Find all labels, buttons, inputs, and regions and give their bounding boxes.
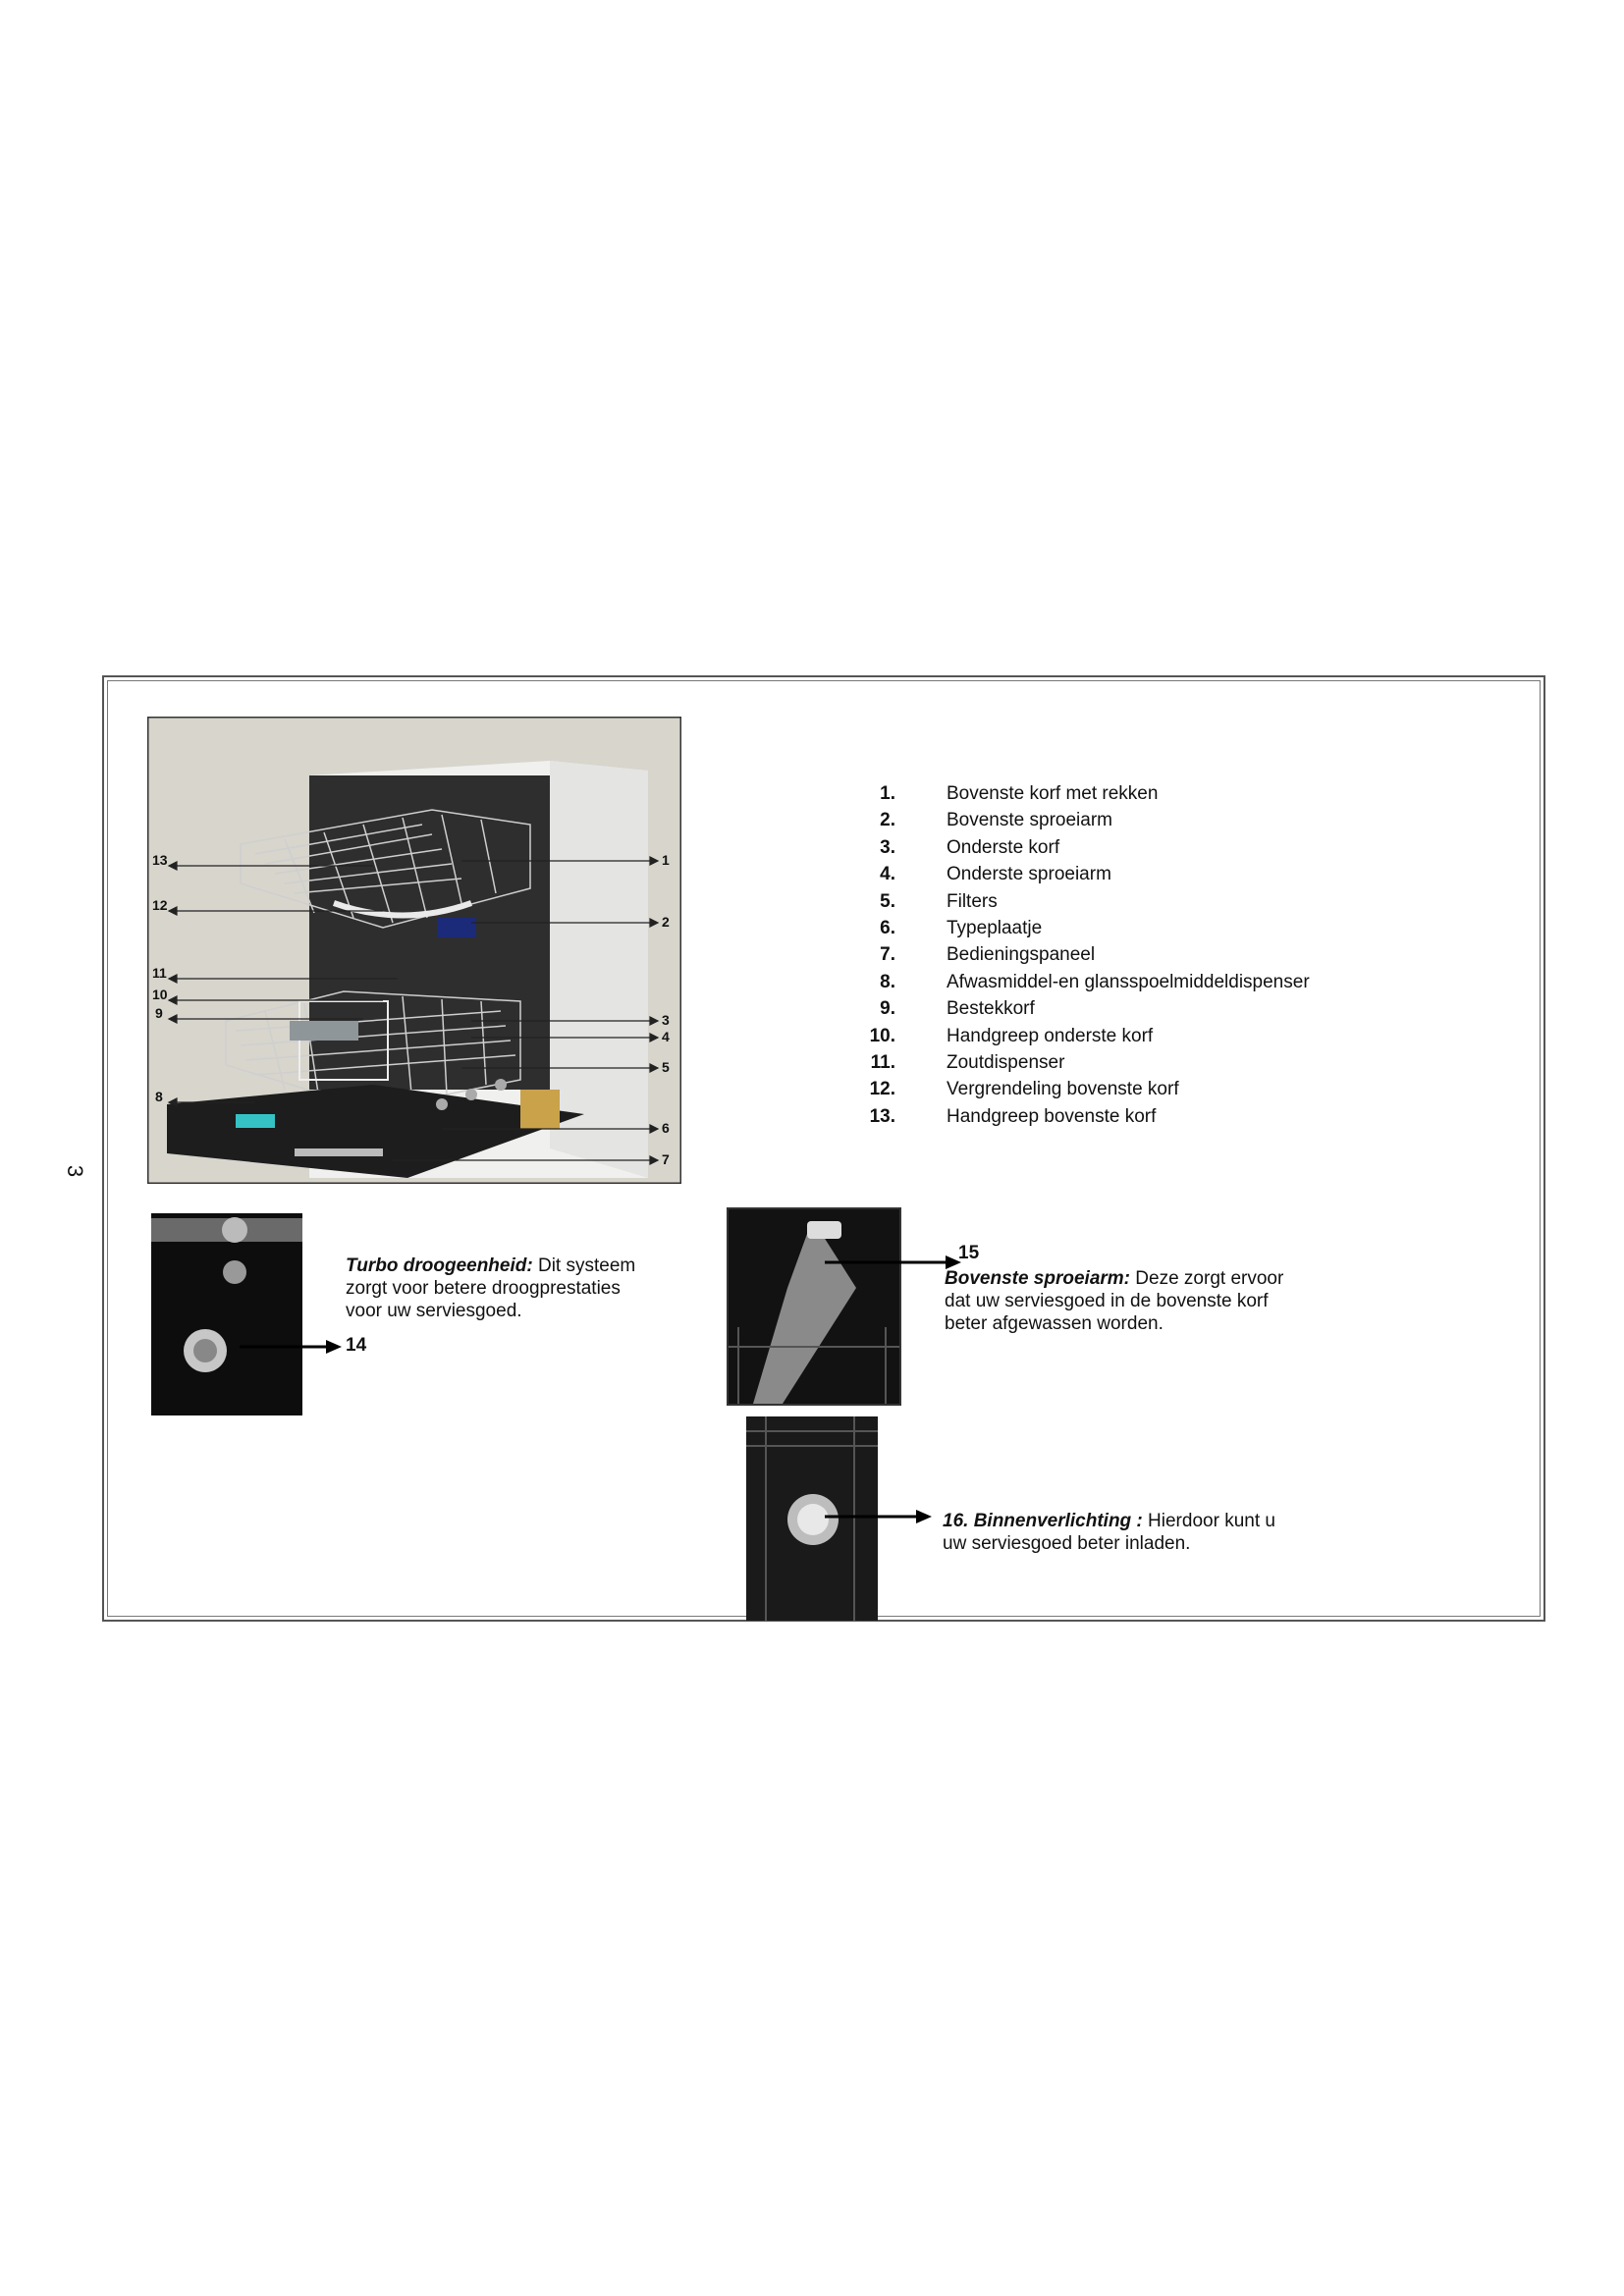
legend-text: Bovenste sproeiarm: [947, 810, 1112, 831]
legend-row: [844, 918, 1394, 944]
legend-row: [844, 891, 1394, 918]
callout-10: 10: [152, 987, 168, 1002]
arrow-14-icon: [240, 1337, 343, 1357]
legend-number: 10.: [869, 1025, 895, 1046]
light-title: 16. Binnenverlichting :: [943, 1511, 1143, 1531]
legend-number: 9.: [880, 998, 895, 1020]
legend-number: 5.: [880, 890, 895, 912]
callout-arrows: [147, 717, 681, 1184]
turbo-line2: zorgt voor betere droogprestaties: [346, 1278, 621, 1299]
callout-3: 3: [662, 1012, 670, 1028]
legend-text: Onderste korf: [947, 836, 1060, 858]
legend-row: [844, 972, 1394, 998]
spray-title: Bovenste sproeiarm:: [945, 1268, 1131, 1289]
turbo-dryer-photo: [151, 1213, 302, 1415]
legend-text: Typeplaatje: [947, 917, 1043, 938]
callout-11: 11: [152, 965, 167, 981]
page-number: 3: [63, 1164, 88, 1178]
legend-number: 3.: [880, 836, 895, 858]
callout-6: 6: [662, 1120, 670, 1136]
legend-text: Bestekkorf: [947, 998, 1035, 1020]
spray-line1: Deze zorgt ervoor: [1130, 1268, 1284, 1289]
arrow-16-icon: [825, 1507, 933, 1526]
legend-text: Afwasmiddel-en glansspoelmiddeldispenser: [947, 971, 1310, 992]
light-line2: uw serviesgoed beter inladen.: [943, 1533, 1191, 1554]
legend-text: Vergrendeling bovenste korf: [947, 1079, 1179, 1100]
legend-text: Onderste sproeiarm: [947, 864, 1111, 885]
light-line1: Hierdoor kunt u: [1142, 1511, 1275, 1531]
legend-row: [844, 998, 1394, 1025]
light-caption: [943, 1510, 1384, 1555]
callout-12: 12: [152, 897, 168, 913]
callout-2: 2: [662, 914, 670, 930]
legend-row: [844, 944, 1394, 971]
callout-13: 13: [152, 852, 168, 868]
callout-5: 5: [662, 1059, 670, 1075]
legend-number: 12.: [869, 1079, 895, 1100]
legend-number: 11.: [870, 1051, 895, 1073]
label-14: 14: [346, 1335, 367, 1356]
legend-row: [844, 810, 1394, 836]
callout-4: 4: [662, 1029, 670, 1044]
legend-number: 7.: [880, 944, 895, 966]
spray-line2: dat uw serviesgoed in de bovenste korf: [945, 1291, 1269, 1311]
legend-text: Filters: [947, 890, 998, 912]
legend-text: Zoutdispenser: [947, 1051, 1065, 1073]
legend-row: [844, 783, 1394, 810]
legend-text: Bovenste korf met rekken: [947, 783, 1159, 804]
legend-number: 6.: [880, 917, 895, 938]
spray-line3: beter afgewassen worden.: [945, 1313, 1164, 1334]
legend-number: 13.: [869, 1105, 895, 1127]
legend-row: [844, 1106, 1394, 1133]
callout-8: 8: [155, 1089, 163, 1104]
legend-text: Handgreep bovenste korf: [947, 1105, 1157, 1127]
legend-text: Bedieningspaneel: [947, 944, 1096, 966]
legend-number: 2.: [880, 810, 895, 831]
callout-9: 9: [155, 1005, 163, 1021]
arrow-15-icon: [825, 1253, 962, 1272]
turbo-title: Turbo droogeenheid:: [346, 1255, 533, 1276]
legend-number: 8.: [880, 971, 895, 992]
legend-row: [844, 1052, 1394, 1079]
dishwasher-diagram: [147, 717, 681, 1184]
legend-number: 1.: [880, 783, 895, 804]
legend-row: [844, 864, 1394, 890]
legend-row: [844, 1026, 1394, 1052]
parts-legend: [844, 783, 1394, 1133]
spray-arm-photo: [727, 1207, 901, 1406]
legend-text: Handgreep onderste korf: [947, 1025, 1154, 1046]
turbo-line1: Dit systeem: [532, 1255, 636, 1276]
legend-row: [844, 837, 1394, 864]
spray-caption: [945, 1267, 1386, 1335]
callout-1: 1: [662, 852, 670, 868]
legend-number: 4.: [880, 864, 895, 885]
legend-row: [844, 1079, 1394, 1105]
turbo-caption: [346, 1255, 689, 1322]
callout-7: 7: [662, 1151, 670, 1167]
label-15: 15: [958, 1243, 980, 1263]
turbo-line3: voor uw serviesgoed.: [346, 1301, 522, 1321]
